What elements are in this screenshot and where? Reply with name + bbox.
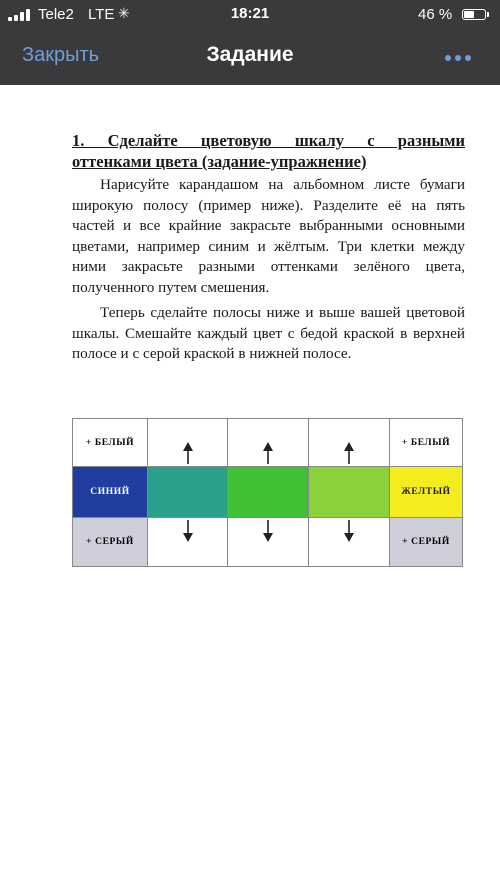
battery-level — [464, 11, 474, 18]
scale-bottom-cell-2 — [148, 518, 228, 566]
scale-color-cell-3 — [228, 467, 309, 518]
task-heading-line-1: 1. Сделайте цветовую шкалу с разными — [72, 131, 465, 150]
ellipsis-icon — [445, 55, 451, 61]
scale-bottom-cell-5: + СЕРЫЙ — [390, 518, 462, 566]
carrier-name: Tele2 — [38, 6, 74, 23]
scale-top-cell-3 — [228, 419, 309, 467]
clock: 18:21 — [230, 5, 270, 22]
scale-top-cell-4 — [309, 419, 390, 467]
arrow-up-icon — [183, 442, 193, 464]
ellipsis-icon — [455, 55, 461, 61]
arrow-down-icon — [344, 520, 354, 542]
arrow-down-icon — [263, 520, 273, 542]
ellipsis-icon — [465, 55, 471, 61]
scale-top-cell-1: + БЕЛЫЙ — [73, 419, 148, 467]
more-options-button[interactable] — [445, 55, 473, 63]
scale-bottom-cell-1: + СЕРЫЙ — [73, 518, 148, 566]
page-title: Задание — [206, 43, 294, 66]
scale-bottom-cell-4 — [309, 518, 390, 566]
activity-spinner-icon: ✳ — [118, 5, 130, 21]
close-button[interactable]: Закрыть — [22, 44, 100, 66]
battery-icon — [462, 9, 486, 20]
scale-color-cell-2 — [148, 467, 228, 518]
battery-percent: 46 % — [418, 6, 453, 23]
scale-top-cell-2 — [148, 419, 228, 467]
navigation-bar — [0, 30, 500, 85]
task-paragraph-1: Нарисуйте карандашом на альбомном листе бумаги широкую полосу (пример ниже). Разделите её на пять частей и все крайние закрасьте выбранными основными цветами, например синим и жёлтым. Три клетки между ними закрасьте разными оттенками зелёного цвета, полученного путем смешения. — [72, 176, 465, 296]
task-heading-line-2: оттенками цвета (задание-упражнение) — [72, 152, 367, 171]
battery-tip — [487, 12, 489, 17]
scale-color-cell-4 — [309, 467, 390, 518]
arrow-down-icon — [183, 520, 193, 542]
network-type: LTE — [88, 6, 115, 23]
status-bar — [0, 0, 500, 30]
scale-color-cell-1: СИНИЙ — [73, 467, 148, 518]
scale-bottom-cell-3 — [228, 518, 309, 566]
scale-color-cell-5: ЖЕЛТЫЙ — [390, 467, 462, 518]
arrow-up-icon — [263, 442, 273, 464]
task-document — [72, 130, 465, 365]
task-paragraph-2: Теперь сделайте полосы ниже и выше вашей цветовой шкалы. Смешайте каждый цвет с бедой краской в верхней полосе и с серой краской в нижней полосе. — [72, 304, 465, 362]
scale-top-cell-5: + БЕЛЫЙ — [390, 419, 462, 467]
color-scale-figure — [72, 418, 463, 567]
arrow-up-icon — [344, 442, 354, 464]
